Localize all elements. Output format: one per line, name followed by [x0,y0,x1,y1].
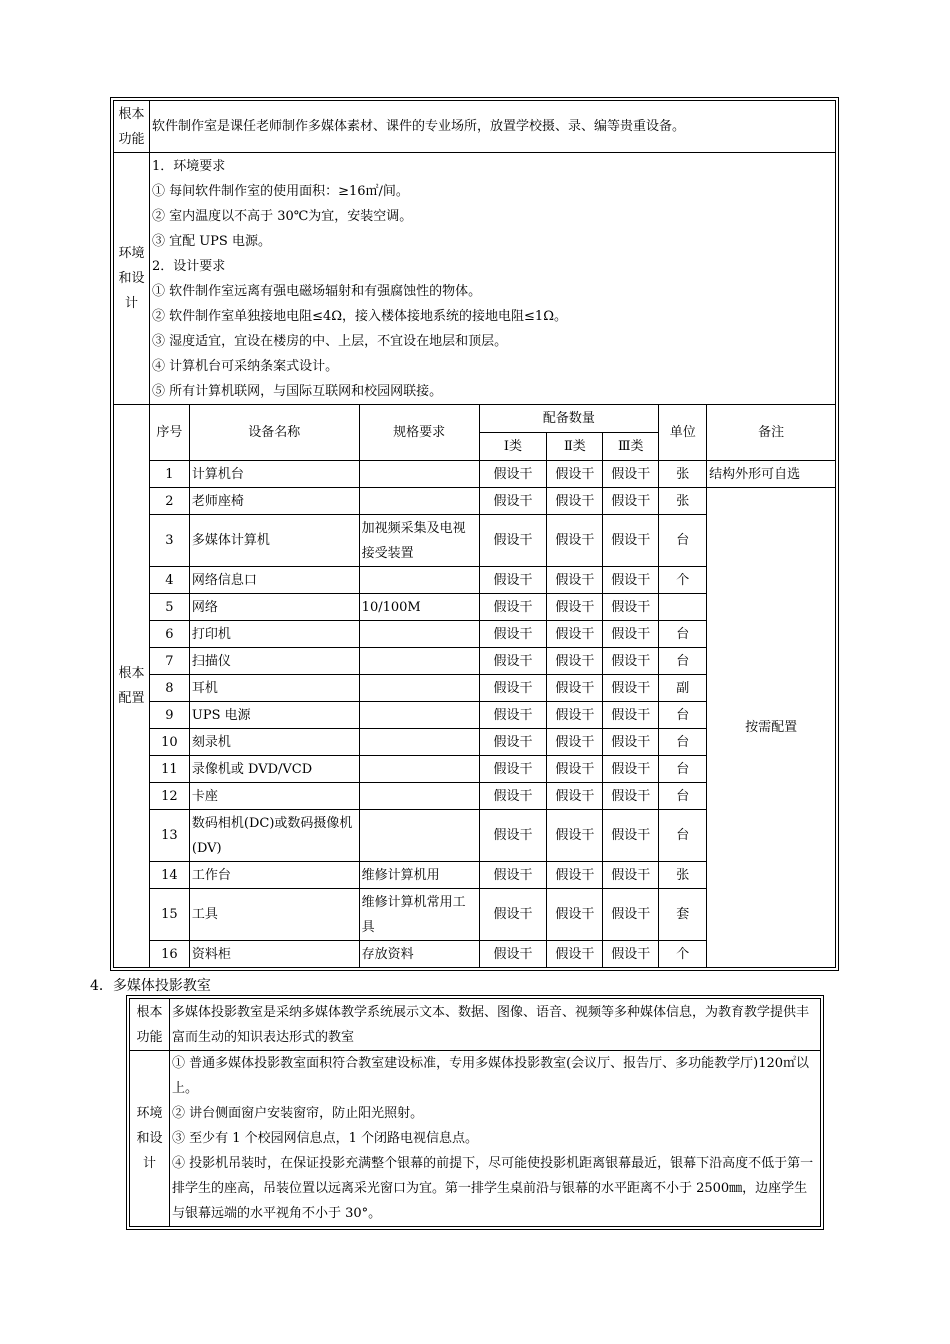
env-line: ③ 至少有 1 个校园网信息点，1 个闭路电视信息点。 [171,1131,479,1146]
row-q2: 假设干 [547,756,603,783]
row-no: 9 [149,702,189,729]
row-q3: 假设干 [603,515,659,567]
row-no: 7 [149,648,189,675]
row-spec [359,756,479,783]
row-unit: 个 [659,941,707,968]
env-design-text [149,153,835,405]
row-q3: 假设干 [603,594,659,621]
row-q2: 假设干 [547,675,603,702]
row-spec [359,567,479,594]
row-spec [359,675,479,702]
row-q3: 假设干 [603,756,659,783]
row-spec [359,783,479,810]
row-unit: 台 [659,621,707,648]
row-unit: 台 [659,810,707,862]
row-q1: 假设干 [479,729,547,756]
row-spec [359,648,479,675]
row-spec: 维修计算机常用工具 [359,889,479,941]
row-unit: 台 [659,756,707,783]
row-no: 14 [149,862,189,889]
row-no: 10 [149,729,189,756]
env-line: 1．环境要求 [151,158,226,174]
row-name: 耳机 [189,675,359,702]
row-spec: 存放资料 [359,941,479,968]
row-q1: 假设干 [479,862,547,889]
row-q2: 假设干 [547,461,603,488]
row-spec: 维修计算机用 [359,862,479,889]
row-name: 网络信息口 [189,567,359,594]
header-class-1: Ⅰ类 [479,433,547,461]
row-q1: 假设干 [479,675,547,702]
env-design-label-2: 环境和设计 [130,1051,170,1227]
row-q3: 假设干 [603,648,659,675]
row-no: 16 [149,941,189,968]
row-no: 6 [149,621,189,648]
row-name: 多媒体计算机 [189,515,359,567]
env-line: ② 讲台侧面窗户安装窗帘，防止阳光照射。 [171,1106,424,1121]
basic-function-text: 软件制作室是课任老师制作多媒体素材、课件的专业场所，放置学校摄、录、编等贵重设备。 [149,101,835,153]
row-unit: 台 [659,783,707,810]
row-q3: 假设干 [603,488,659,515]
basic-function-text-2: 多媒体投影教室是采纳多媒体教学系统展示文本、数据、图像、语音、视频等多种媒体信息，为教育教学提供丰富而生动的知识表达形式的教室 [169,999,820,1051]
row-name: UPS 电源 [189,702,359,729]
row-name: 打印机 [189,621,359,648]
row-q2: 假设干 [547,783,603,810]
row-q3: 假设干 [603,783,659,810]
row-no: 2 [149,488,189,515]
header-qty: 配备数量 [479,405,659,433]
row-q1: 假设干 [479,488,547,515]
row-spec: 加视频采集及电视接受装置 [359,515,479,567]
basic-function-label: 根本功能 [114,101,150,153]
env-line: ② 软件制作室单独接地电阻≤4Ω，接入楼体接地系统的接地电阻≤1Ω。 [151,308,567,324]
header-no: 序号 [149,405,189,461]
env-line: ③ 宜配 UPS 电源。 [151,233,271,249]
row-name: 卡座 [189,783,359,810]
row-unit: 张 [659,488,707,515]
header-note: 备注 [707,405,836,461]
row-q2: 假设干 [547,702,603,729]
row-no: 8 [149,675,189,702]
section-4-title: 4．多媒体投影教室 [90,978,211,994]
row-q1: 假设干 [479,702,547,729]
row-name: 资料柜 [189,941,359,968]
row-q1: 假设干 [479,461,547,488]
row-name: 老师座椅 [189,488,359,515]
row-no: 5 [149,594,189,621]
row-unit: 套 [659,889,707,941]
row-no: 13 [149,810,189,862]
row-q1: 假设干 [479,567,547,594]
row-q1: 假设干 [479,783,547,810]
env-line: ① 每间软件制作室的使用面积：≥16㎡/间。 [151,183,409,199]
row-q2: 假设干 [547,567,603,594]
row-q2: 假设干 [547,648,603,675]
env-line: ⑤ 所有计算机联网，与国际互联网和校园网联接。 [151,383,443,399]
row-name: 数码相机(DC)或数码摄像机(DV) [189,810,359,862]
env-design-text-2 [169,1051,820,1227]
row-q2: 假设干 [547,621,603,648]
row-q2: 假设干 [547,515,603,567]
row-name: 工具 [189,889,359,941]
row-spec: 10/100M [359,594,479,621]
row-q3: 假设干 [603,621,659,648]
row-q1: 假设干 [479,594,547,621]
row-unit: 台 [659,648,707,675]
table-row [114,488,836,515]
header-class-3: Ⅲ类 [603,433,659,461]
software-room-table [113,100,836,968]
row-q2: 假设干 [547,594,603,621]
row-q2: 假设干 [547,810,603,862]
row-q3: 假设干 [603,729,659,756]
row-no: 3 [149,515,189,567]
row-spec [359,461,479,488]
env-line: ① 普通多媒体投影教室面积符合教室建设标准，专用多媒体投影教室(会议厅、报告厅、多功能教学厅)120㎡以上。 [171,1056,810,1096]
table-row [114,461,836,488]
row-q1: 假设干 [479,756,547,783]
row-q3: 假设干 [603,889,659,941]
row-q2: 假设干 [547,862,603,889]
row-spec [359,702,479,729]
env-line: ① 软件制作室远离有强电磁场辐射和有强腐蚀性的物体。 [151,283,482,299]
merged-note: 按需配置 [707,488,836,968]
row-unit: 张 [659,862,707,889]
row-name: 计算机台 [189,461,359,488]
env-line: 2．设计要求 [151,258,226,274]
row-q3: 假设干 [603,461,659,488]
row-name: 录像机或 DVD/VCD [189,756,359,783]
header-class-2: Ⅱ类 [547,433,603,461]
row-q1: 假设干 [479,810,547,862]
row-no: 4 [149,567,189,594]
row-name: 网络 [189,594,359,621]
basic-config-label: 根本配置 [114,405,150,968]
row-q3: 假设干 [603,862,659,889]
row-unit: 张 [659,461,707,488]
basic-function-label-2: 根本功能 [130,999,170,1051]
row-q1: 假设干 [479,621,547,648]
row-q2: 假设干 [547,729,603,756]
row-spec [359,810,479,862]
row-q1: 假设干 [479,941,547,968]
env-line: ④ 计算机台可采纳条案式设计。 [151,358,339,374]
row-q3: 假设干 [603,702,659,729]
env-line: ③ 湿度适宜，宜设在楼房的中、上层，不宜设在地层和顶层。 [151,333,508,349]
row-no: 11 [149,756,189,783]
env-line: ② 室内温度以不高于 30℃为宜，安装空调。 [151,208,413,224]
multimedia-room-table [129,998,821,1227]
row-note: 结构外形可自选 [707,461,836,488]
row-q2: 假设干 [547,488,603,515]
row-unit: 台 [659,702,707,729]
row-spec [359,729,479,756]
header-unit: 单位 [659,405,707,461]
env-design-label: 环境和设计 [114,153,150,405]
header-spec: 规格要求 [359,405,479,461]
row-q2: 假设干 [547,889,603,941]
row-spec [359,488,479,515]
row-unit: 个 [659,567,707,594]
row-q3: 假设干 [603,567,659,594]
row-q1: 假设干 [479,515,547,567]
row-unit: 副 [659,675,707,702]
row-q3: 假设干 [603,810,659,862]
row-name: 工作台 [189,862,359,889]
row-q1: 假设干 [479,648,547,675]
row-no: 1 [149,461,189,488]
row-q2: 假设干 [547,941,603,968]
env-line: ④ 投影机吊装时，在保证投影充满整个银幕的前提下，尽可能使投影机距离银幕最近，银幕下沿高度不低于第一排学生的座高，吊装位置以远离采光窗口为宜。第一排学生桌前沿与银幕的水平距离不小于 2500㎜，边座学生与银幕远端的水平视角不小于 30°。 [171,1156,814,1221]
row-unit: 台 [659,515,707,567]
row-spec [359,621,479,648]
row-q1: 假设干 [479,889,547,941]
row-q3: 假设干 [603,675,659,702]
row-no: 12 [149,783,189,810]
header-name: 设备名称 [189,405,359,461]
row-unit [659,594,707,621]
row-no: 15 [149,889,189,941]
row-name: 刻录机 [189,729,359,756]
row-name: 扫描仪 [189,648,359,675]
row-q3: 假设干 [603,941,659,968]
row-unit: 台 [659,729,707,756]
